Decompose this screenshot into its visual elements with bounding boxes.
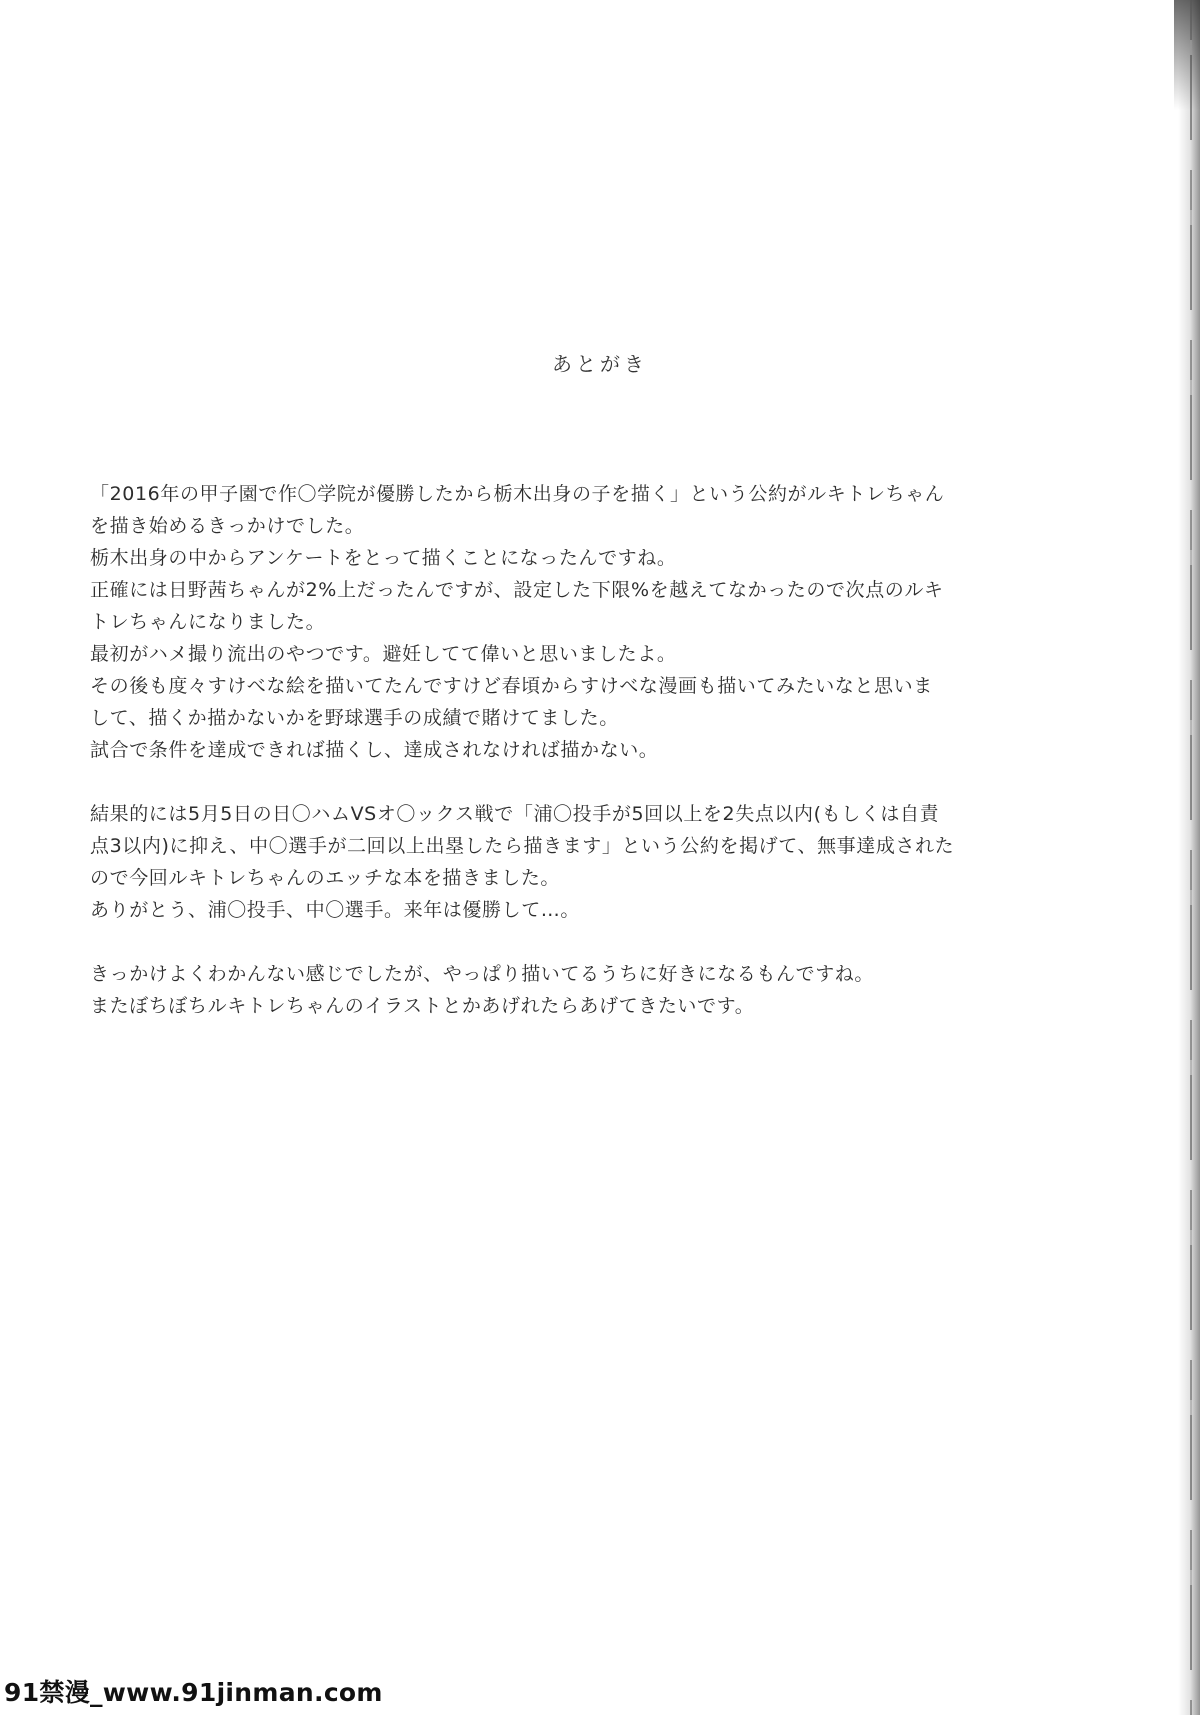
page-title: あとがき	[552, 352, 648, 376]
text-line: 結果的には5月5日の日〇ハムVSオ〇ックス戦で「浦〇投手が5回以上を2失点以内(もしくは自責	[90, 803, 940, 825]
text-line: きっかけよくわかんない感じでしたが、やっぱり描いてるうちに好きになるもんですね。	[90, 963, 875, 985]
text-line: 試合で条件を達成できれば描くし、達成されなければ描かない。	[90, 739, 659, 761]
text-line: ので今回ルキトレちゃんのエッチな本を描きました。	[90, 867, 561, 889]
text-line: その後も度々すけべな絵を描いてたんですけど春頃からすけべな漫画も描いてみたいなと思いま	[90, 675, 933, 697]
paragraph-1	[90, 478, 1100, 766]
text-line: を描き始めるきっかけでした。	[90, 515, 365, 537]
binding-edge-shadow	[1178, 0, 1200, 1715]
text-line: 点3以内)に抑え、中〇選手が二回以上出塁したら描きます」という公約を掲げて、無事達成された	[90, 835, 955, 857]
text-line: 栃木出身の中からアンケートをとって描くことになったんですね。	[90, 547, 677, 569]
text-line: 最初がハメ撮り流出のやつです。避妊してて偉いと思いましたよ。	[90, 643, 677, 665]
text-line: ありがとう、浦〇投手、中〇選手。来年は優勝して…。	[90, 899, 581, 921]
paragraph-2	[90, 798, 1100, 926]
text-line: して、描くか描かないかを野球選手の成績で賭けてました。	[90, 707, 619, 729]
text-line: 「2016年の甲子園で作〇学院が優勝したから栃木出身の子を描く」という公約がルキトレちゃん	[90, 483, 945, 505]
text-line: 正確には日野茜ちゃんが2%上だったんですが、設定した下限%を越えてなかったので次点のルキ	[90, 579, 944, 601]
text-line: トレちゃんになりました。	[90, 611, 326, 633]
binding-edge-line	[1190, 0, 1192, 1715]
binding-edge-mark	[1174, 0, 1200, 110]
site-watermark: 91禁漫_www.91jinman.com	[0, 1669, 393, 1715]
afterword-body	[90, 478, 1100, 1054]
text-line: またぼちぼちルキトレちゃんのイラストとかあげれたらあげてきたいです。	[90, 995, 755, 1017]
paragraph-3	[90, 958, 1100, 1022]
